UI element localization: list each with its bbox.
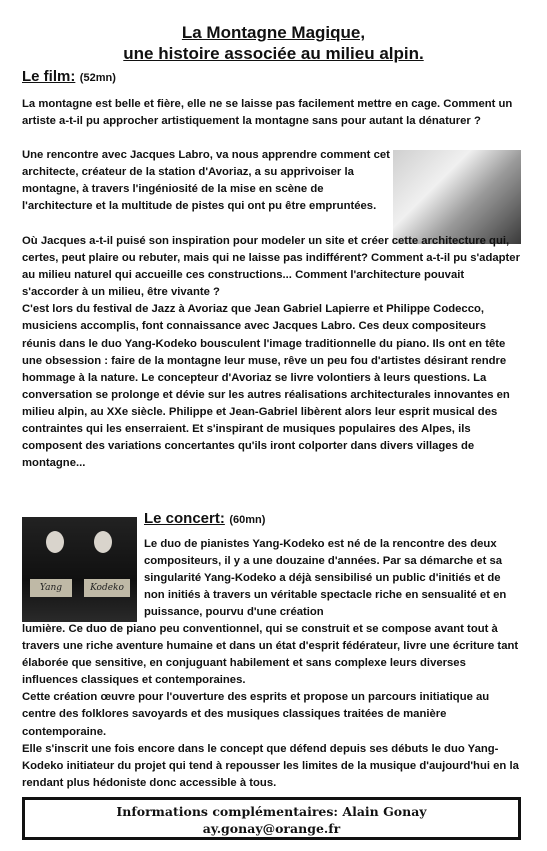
musician-right-face [94, 531, 112, 553]
film-duration: (52mn) [79, 72, 116, 84]
film-text-wrap [22, 147, 390, 215]
film-paragraph-2: Une rencontre avec Jacques Labro, va nous apprendre comment cet architecte, créateur de la station d'Avoriaz, a su apprivoiser la montagne, à travers l'ingéniosité de la mise en scène de l'architecture et la multitude de pistes qui ont pu être empruntées. [22, 149, 390, 213]
film-section-heading [22, 68, 116, 86]
concert-paragraph-1-end: lumière. Ce duo de piano peu conventionnel, qui se construit et se compose avant tout à travers une riche aventure humaine et dans un état d'esprit fédérateur, livre une écriture tant élaborée que sensitive, en conjuguant habilement et sans complexe leurs diverses influences classiques et contemporaines. [22, 623, 519, 687]
info-box [22, 797, 521, 840]
yang-kodeko-duo-photo [22, 517, 137, 622]
film-paragraph-4: C'est lors du festival de Jazz à Avoriaz que Jean Gabriel Lapierre et Philippe Codecco, musiciens accomplis, font connaissance avec Jacques Labro. Ces deux compositeurs réunis dans le duo Yang-Kodeko bousculent l'image traditionnelle du piano. Ils ont en tête une obsession : faire de la montagne leur muse, rêve un peu fou d'artistes désirant rendre hommage à la nature. Le concepteur d'Avoriaz se livre volontiers à leurs questions. La conversation se prolonge et dévie sur les autres réalisations architecturales innovantes en milieu alpin, au XXe siècle. Philippe et Jean-Gabriel libèrent alors leur esprit musical des contraintes qui les enserraient. Et s'inspirant de musiques populaires des Alpes, ils composent des variations concertantes qu'ils iront colporter dans divers villages de montagne... [22, 303, 510, 470]
concert-paragraph-2: Cette création œuvre pour l'ouverture des esprits et propose un parcours initiatique au centre des folklores savoyards et des musiques classiques traitées de manière contemporaine. [22, 691, 490, 738]
sign-kodeko: Kodeko [84, 579, 130, 597]
film-text-bottom [22, 233, 521, 472]
info-contact-line: Informations complémentaires: Alain Gonay [116, 804, 427, 819]
film-heading: Le film: [22, 68, 76, 85]
title-line-2: une histoire associée au milieu alpin. [123, 44, 424, 63]
jacques-labro-photo [393, 150, 521, 244]
concert-paragraph-3: Elle s'inscrit une fois encore dans le concept que défend depuis ses débuts le duo Yang-Kodeko initiateur du projet qui tend à repousser les limites de la musique d'aujourd'hui en la rendant plus hédoniste donc accessible à tous. [22, 742, 519, 789]
film-text-top [22, 96, 521, 130]
film-paragraph-1: La montagne est belle et fière, elle ne se laisse pas facilement mettre en cage. Comment un artiste a-t-il pu approcher artistiquement la montagne sans pour autant la dénaturer ? [22, 98, 513, 128]
sign-yang: Yang [30, 579, 72, 597]
concert-duration: (60mn) [229, 514, 266, 526]
musician-left-face [46, 531, 64, 553]
concert-text-wrap [144, 536, 521, 621]
page-title [0, 22, 547, 64]
title-line-1: La Montagne Magique, [181, 23, 366, 42]
info-email[interactable]: ay.gonay@orange.fr [202, 821, 341, 836]
film-paragraph-3: Où Jacques a-t-il puisé son inspiration pour modeler un site et créer cette architecture qui, certes, peut plaire ou rebuter, mais qui ne laisse pas indifférent? Comment a-t-il pu s'adapter au milieu naturel qui accueille ces constructions... Comment l'architecture pouvait s'accorder à un milieu, être vivante ? [22, 235, 520, 299]
concert-text-bottom [22, 621, 521, 792]
concert-paragraph-1-start: Le duo de pianistes Yang-Kodeko est né de la rencontre des deux compositeurs, il y a une douzaine d'années. Par sa démarche et sa singularité Yang-Kodeko a déjà sensibilisé un public d'initiés et de non initiés à travers un véritable spectacle riche en sensualité et en puissance, pourvu d'une création [144, 538, 507, 619]
concert-heading: Le concert: [144, 510, 225, 527]
concert-section-heading [144, 510, 265, 528]
